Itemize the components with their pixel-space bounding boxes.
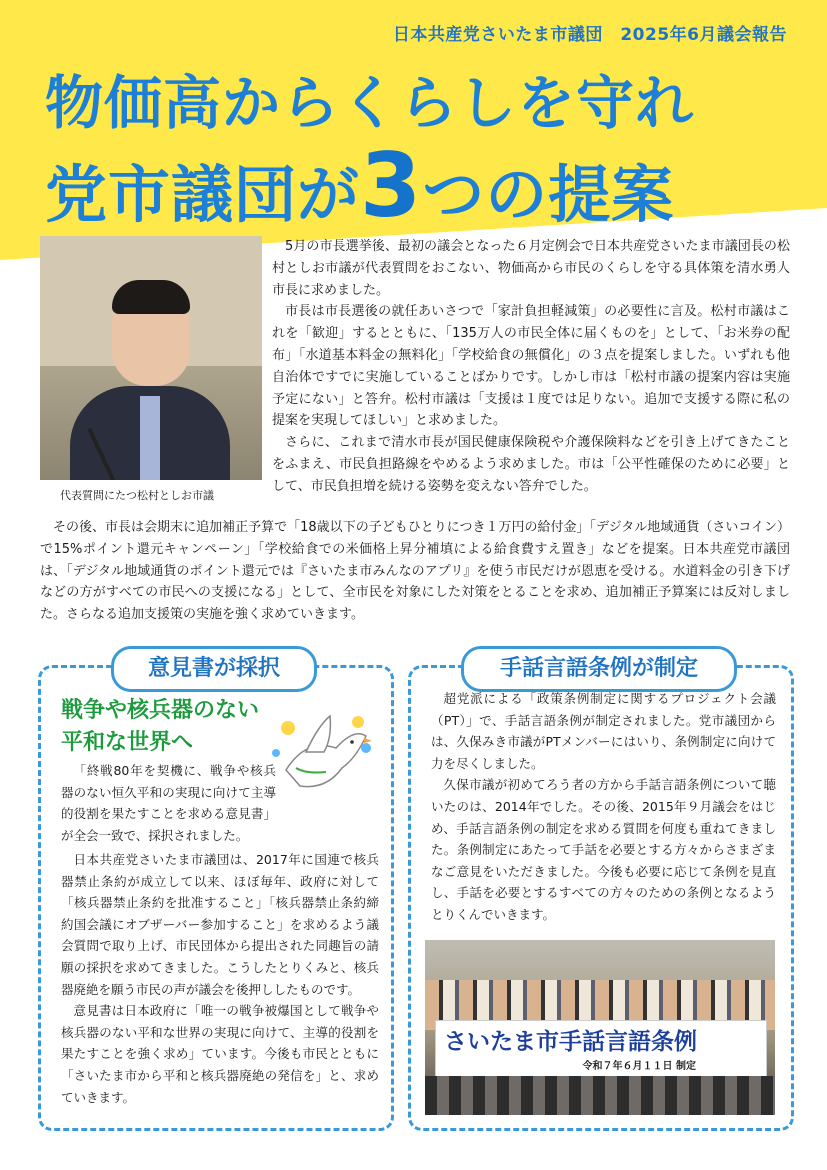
peace-subhead-line2: 平和な世界へ bbox=[61, 730, 194, 755]
headline-number: 3 bbox=[360, 134, 423, 237]
photo-tie bbox=[140, 396, 160, 480]
sign-language-body bbox=[431, 688, 776, 926]
resolution-panel bbox=[38, 656, 394, 1131]
peace-subhead bbox=[61, 695, 259, 759]
ordinance-banner bbox=[435, 1020, 767, 1078]
sign-language-panel bbox=[408, 656, 794, 1131]
headline-line1: 物価高からくらしを守れ bbox=[45, 69, 695, 137]
resolution-body bbox=[61, 849, 379, 1108]
dove-icon bbox=[266, 708, 376, 808]
intro-paragraph: 5月の市長選挙後、最初の議会となった６月定例会で日本共産党さいたま市議団長の松村としお市議が代表質問をおこない、物価高から市民のくらしを守る具体策を清水勇人市長に求めました。 bbox=[272, 239, 790, 298]
intro-paragraph: 市長は市長選後の就任あいさつで「家計負担軽減策」の必要性に言及。松村市議はこれを「歓迎」するとともに、「135万人の市民全体に届くものを」として、「お米券の配布」「水道基本料金の無料化」「学校給食の無償化」の３点を提案しました。いずれも他自治体ですでに実施していることばかりです。しかし市は「松村市議の提案内容は実施予定にない」と答弁。松村市議は「支援は１度では足りない。追加で支援する際に私の提案を実現してほしい」と求めました。 bbox=[272, 304, 790, 429]
headline-line2-pre: 党市議団が bbox=[45, 158, 361, 231]
photo-hair bbox=[112, 280, 190, 314]
resolution-paragraph: 日本共産党さいたま市議団は、2017年に国連で核兵器禁止条約が成立して以来、ほぼ毎年、政府に対して「核兵器禁止条約を批准すること」「核兵器禁止条約締約国会議にオブザーバー参加すること」を求めるよう議会質問で取り上げ、市民団体から提出された同趣旨の請願の採択を求めてきました。こうしたとりくみと、核兵器廃絶を願う市民の声が議会を後押ししたものです。 bbox=[61, 852, 379, 997]
resolution-paragraph: 意見書は日本政府に「唯一の戦争被爆国として戦争や核兵器のない平和な世界の実現に向けて、主導的役割を果たすことを強く求め」ています。今後も市民とともに「さいたま市から平和と核兵器廃絶の発信を」と、求めていきます。 bbox=[61, 1003, 379, 1105]
peace-subhead-line1: 戦争や核兵器のない bbox=[61, 698, 260, 723]
banner-date: 令和７年６月１１日 制定 bbox=[582, 1061, 696, 1072]
headline-line2-post: つの提案 bbox=[422, 158, 675, 231]
speaker-photo bbox=[40, 236, 262, 480]
full-width-article bbox=[40, 517, 790, 626]
photo-caption: 代表質問にたつ松村としお市議 bbox=[60, 489, 214, 502]
masthead: 日本共産党さいたま市議団 2025年6月議会報告 bbox=[392, 25, 787, 45]
intro-paragraph: さらに、これまで清水市長が国民健康保険税や介護保険料などを引き上げてきたことをふまえ、市民負担路線をやめるよう求めました。市は「公平性確保のために必要」として、市民負担増を続ける姿勢を変えない答弁でした。 bbox=[272, 435, 790, 494]
sign-language-paragraph: 超党派による「政策条例制定に関するプロジェクト会議（PT）」で、手話言語条例が制定されました。党市議団からは、久保みき市議がPTメンバーにはいり、条例制定に向けて力を尽くしました。 bbox=[431, 691, 776, 771]
sign-language-panel-title: 手話言語条例が制定 bbox=[461, 646, 737, 692]
intro-article bbox=[272, 236, 790, 498]
full-paragraph: その後、市長は会期末に追加補正予算で「18歳以下の子どもひとりにつき１万円の給付金」「デジタル地域通貨（さいコイン）で15%ポイント還元キャンペーン」「学校給食での米価格上昇分補填による給食費すえ置き」などを提案。日本共産党市議団は、「デジタル地域通貨のポイント還元では『さいたま市みんなのアプリ』を使う市民だけが恩恵を受ける。水道料金の引き下げなどの方がすべての市民への支援になる」として、全市民を対象にした対策をとることを求め、追加補正予算案には反対しました。さらなる追加支援策の実施を強く求めていきます。 bbox=[40, 520, 790, 623]
resolution-panel-title: 意見書が採択 bbox=[111, 646, 317, 692]
resolution-lead-text: 「終戦80年を契機に、戦争や核兵器のない恒久平和の実現に向けて主導的役割を果たすことを求める意見書」が全会一致で、採択されました。 bbox=[61, 763, 276, 843]
banner-title: さいたま市手話言語条例 bbox=[444, 1029, 697, 1055]
resolution-lead bbox=[61, 760, 276, 846]
headline-line2 bbox=[45, 134, 674, 237]
photo-front-row bbox=[425, 1076, 775, 1115]
sign-language-paragraph: 久保市議が初めてろう者の方から手話言語条例について聴いたのは、2014年でした。その後、2015年９月議会をはじめ、手話言語条例の制定を求める質問を何度も重ねてきました。条例制定にあたって手話を必要とする方々からさまざまなご意見をいただきました。今後も必要に応じて条例を見直し、手話を必要とするすべての方々のための条例となるようとりくんでいきます。 bbox=[431, 777, 776, 922]
group-photo bbox=[425, 940, 775, 1115]
